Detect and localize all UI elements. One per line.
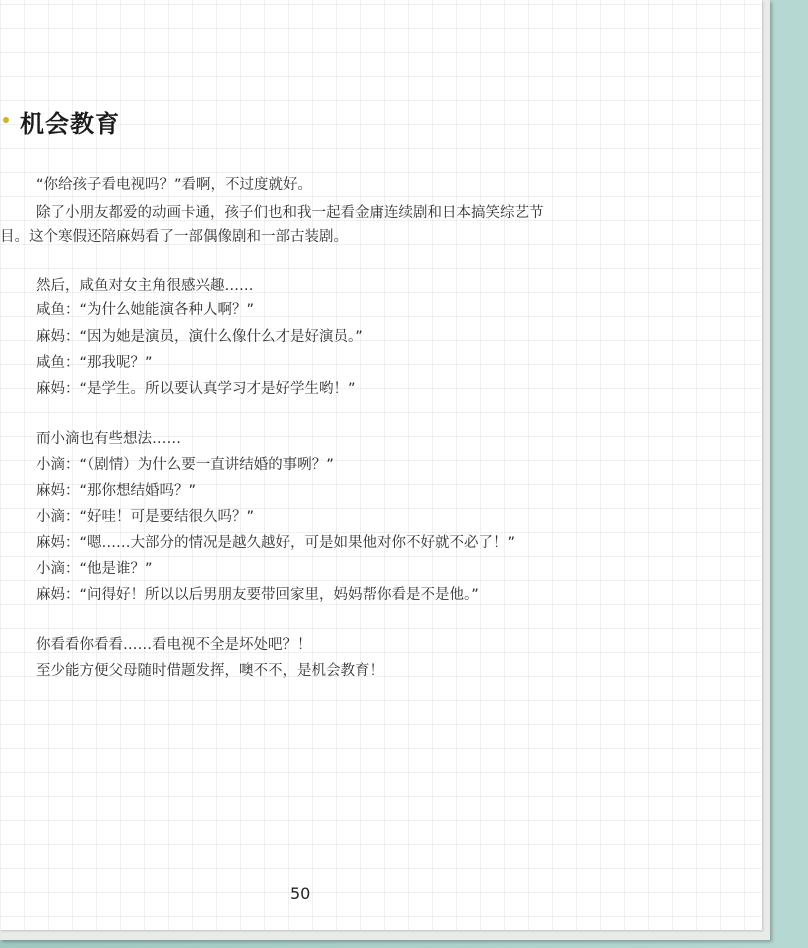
dialogue-line: 麻妈：“嗯……大部分的情况是越久越好，可是如果他对你不好就不必了！” bbox=[36, 535, 516, 551]
page-number: 50 bbox=[290, 884, 311, 903]
bullet-dot-icon bbox=[3, 117, 9, 123]
dialogue-line: 小滴：“（剧情）为什么要一直讲结婚的事咧？” bbox=[36, 457, 334, 473]
dialogue-line: 小滴：“他是谁？” bbox=[36, 561, 153, 577]
paragraph-line: 目。这个寒假还陪麻妈看了一部偶像剧和一部古装剧。 bbox=[0, 229, 348, 245]
paragraph-line: “你给孩子看电视吗？”看啊，不过度就好。 bbox=[36, 177, 313, 193]
paragraph-line: 除了小朋友都爱的动画卡通，孩子们也和我一起看金庸连续剧和日本搞笑综艺节 bbox=[36, 205, 544, 221]
dialogue-line: 麻妈：“问得好！所以以后男朋友要带回家里，妈妈帮你看是不是他。” bbox=[36, 587, 479, 603]
section-title: 机会教育 bbox=[20, 110, 120, 138]
paragraph-line: 你看看你看看……看电视不全是坏处吧？！ bbox=[36, 637, 312, 653]
paragraph-line: 然后，咸鱼对女主角很感兴趣…… bbox=[36, 278, 254, 294]
dialogue-line: 麻妈：“那你想结婚吗？” bbox=[36, 483, 197, 499]
dialogue-line: 咸鱼：“为什么她能演各种人啊？” bbox=[36, 302, 255, 318]
dialogue-line: 小滴：“好哇！可是要结很久吗？” bbox=[36, 509, 255, 525]
dialogue-line: 麻妈：“因为她是演员，演什么像什么才是好演员。” bbox=[36, 329, 363, 345]
dialogue-line: 咸鱼：“那我呢？” bbox=[36, 355, 153, 371]
paragraph-line: 而小滴也有些想法…… bbox=[36, 431, 181, 447]
paragraph-line: 至少能方便父母随时借题发挥，噢不不，是机会教育！ bbox=[36, 663, 384, 679]
dialogue-line: 麻妈：“是学生。所以要认真学习才是好学生哟！” bbox=[36, 381, 356, 397]
